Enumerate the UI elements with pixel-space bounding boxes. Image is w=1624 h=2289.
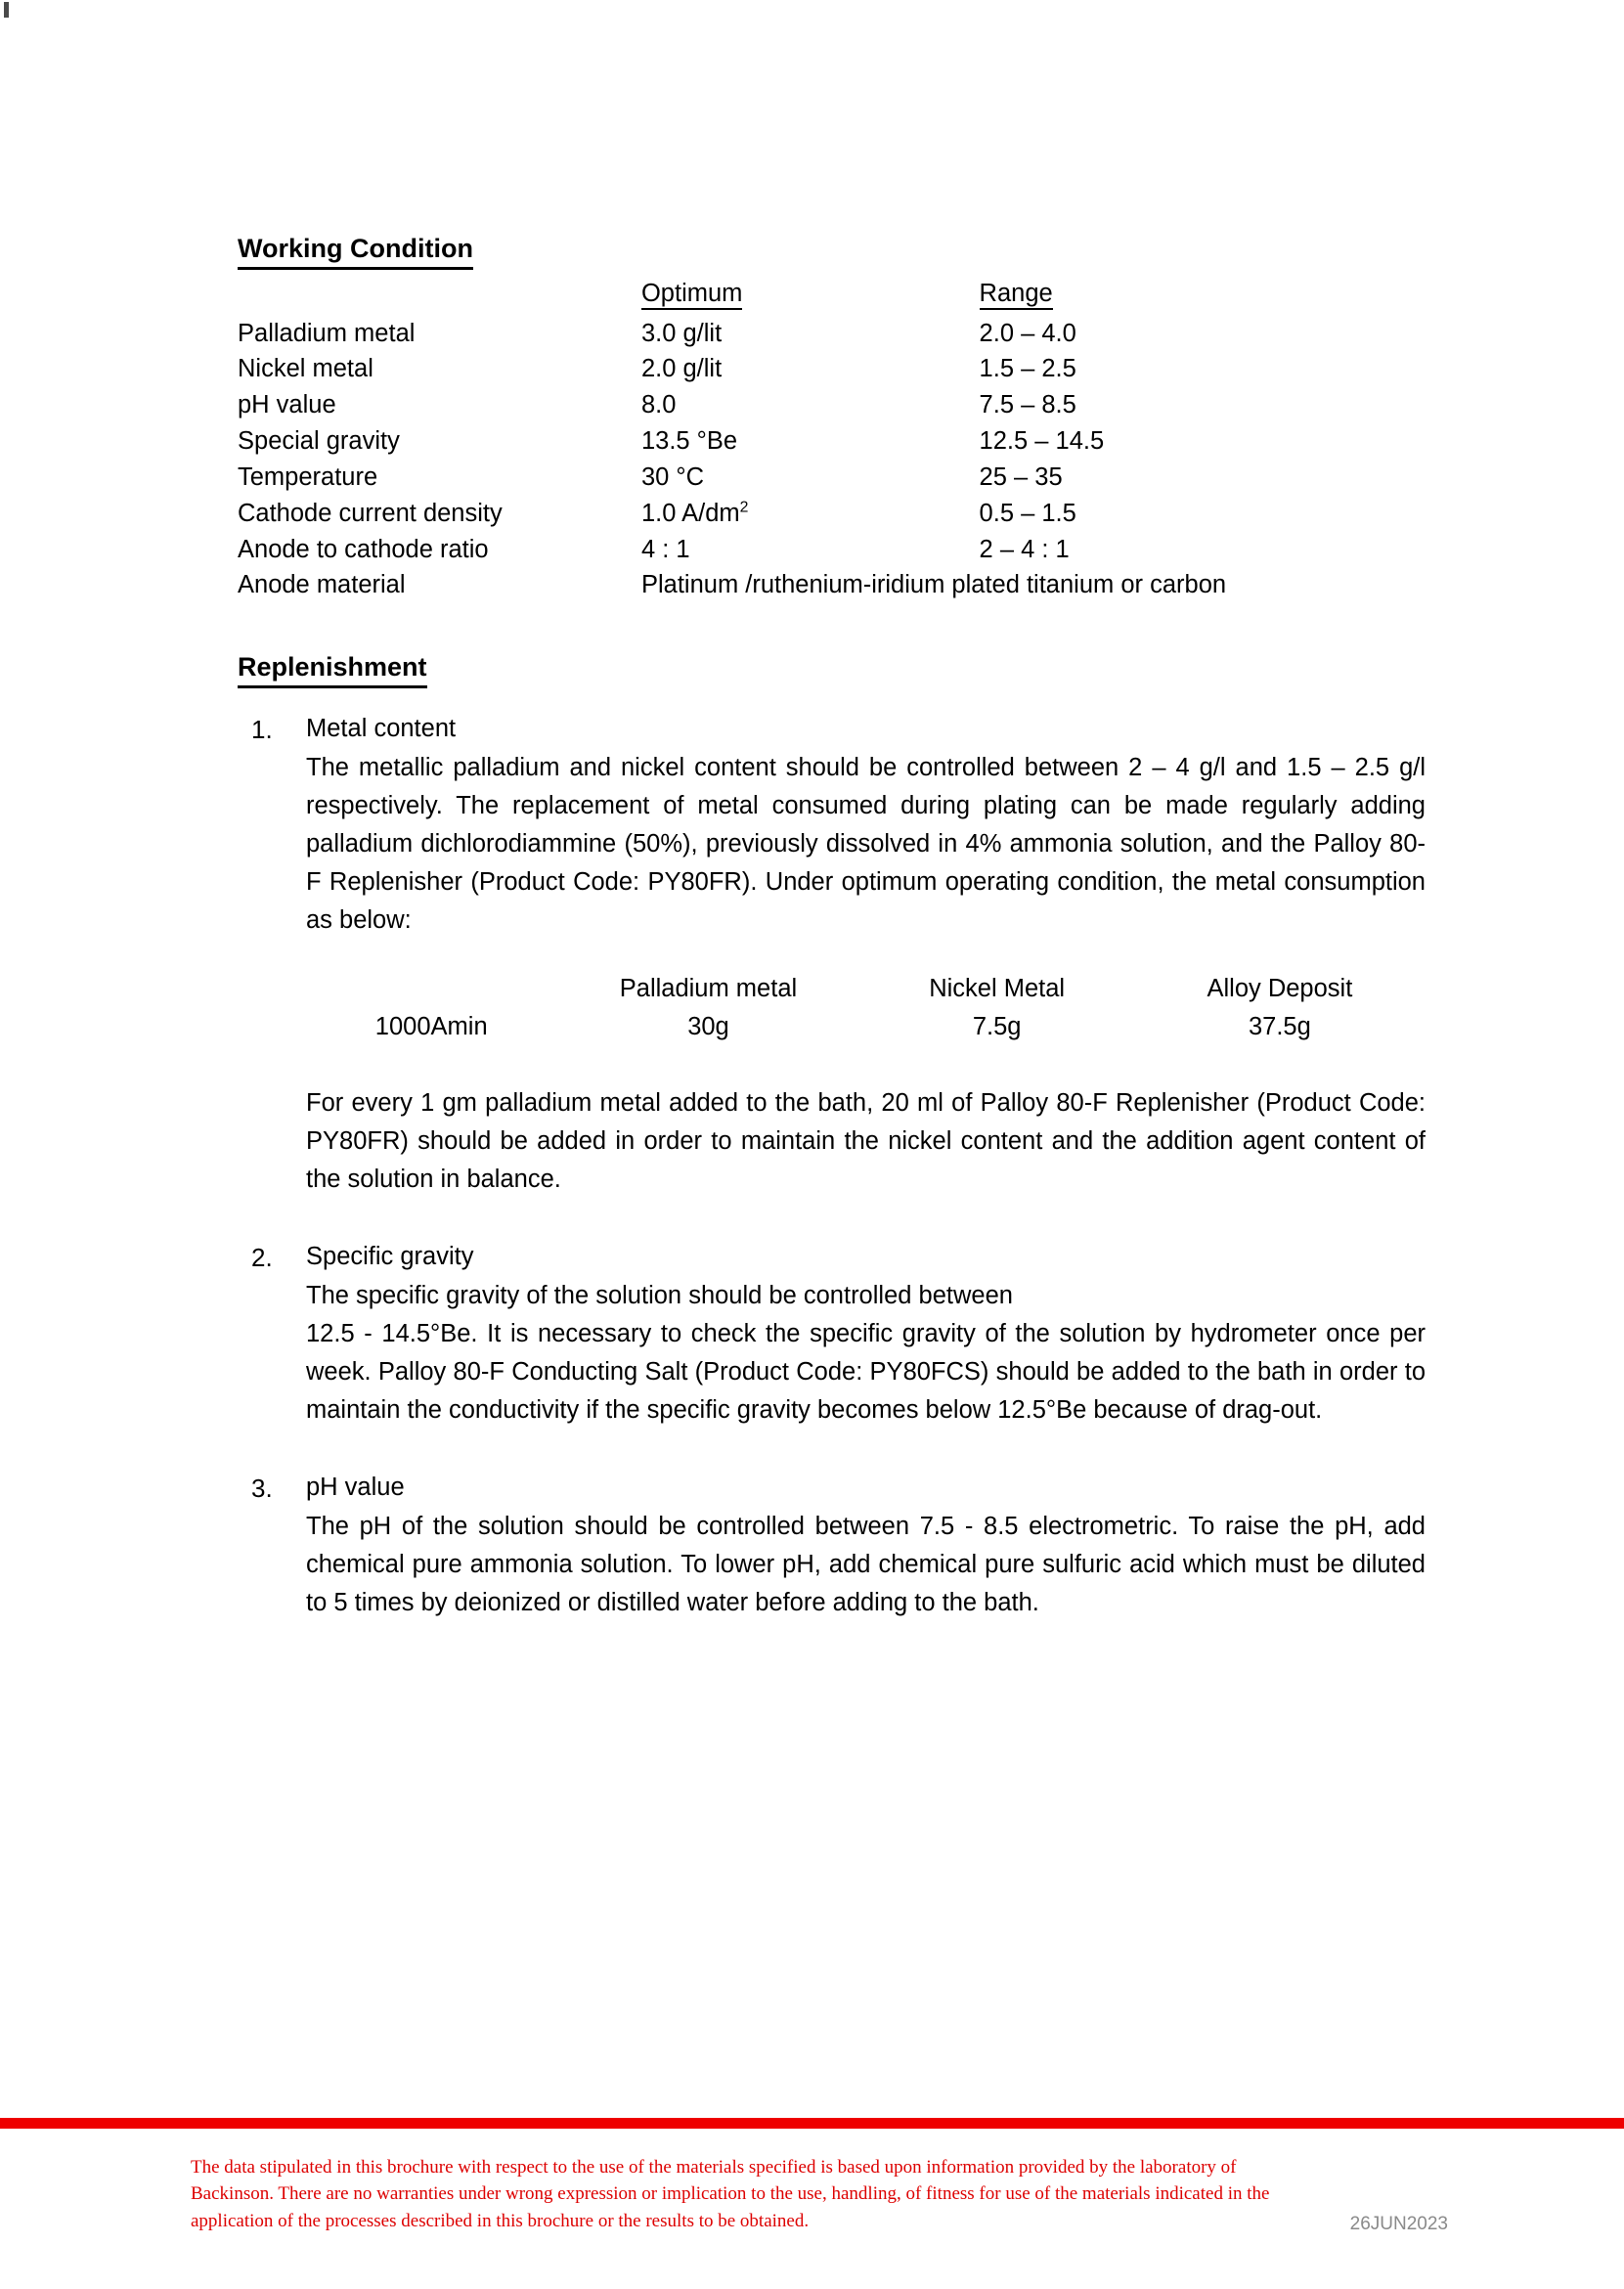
row-optimum bbox=[641, 355, 980, 391]
row-range: 7.5 – 8.5 bbox=[979, 391, 1076, 419]
replenishment-heading-wrap bbox=[238, 651, 1426, 688]
table-row bbox=[238, 391, 1426, 427]
row-label: Nickel metal bbox=[238, 355, 373, 383]
column-header-palladium-metal: Palladium metal bbox=[619, 974, 798, 1002]
row-optimum-value: 13.5 °Be bbox=[640, 427, 738, 456]
table-row-anode-material bbox=[238, 571, 1426, 607]
row-optimum-value: 8.0 bbox=[640, 391, 677, 419]
row-optimum-superscript: 2 bbox=[739, 499, 749, 516]
column-header-range-label: Range bbox=[980, 280, 1053, 310]
row-range: 1.5 – 2.5 bbox=[979, 355, 1076, 383]
list-item-title: Specific gravity bbox=[306, 1243, 474, 1271]
row-optimum bbox=[641, 463, 980, 500]
footer-disclaimer-line-3: application of the processes described in this brochure or the results to be obtained. bbox=[191, 2210, 810, 2231]
list-item-paragraph: The pH of the solution should be controlled between 7.5 - 8.5 electrometric. To raise the pH, add chemical pure ammonia solution. To lower pH, add chemical pure sulfuric acid which must be diluted to 5 times by deionized or distilled water before adding to the bath. bbox=[306, 1512, 1426, 1616]
list-item-specific-gravity bbox=[238, 1242, 1426, 1430]
working-condition-table bbox=[238, 280, 1426, 607]
working-condition-heading-wrap bbox=[238, 233, 1426, 270]
table-row bbox=[306, 1011, 1426, 1049]
column-header-optimum bbox=[641, 280, 980, 320]
list-item-title: Metal content bbox=[306, 714, 457, 742]
row-range: 2 – 4 : 1 bbox=[979, 535, 1070, 563]
document-content bbox=[238, 233, 1426, 1665]
metal-consumption-table-head bbox=[306, 973, 1426, 1011]
replenishment-list bbox=[238, 714, 1426, 1622]
column-header-blank bbox=[306, 973, 556, 1011]
cell-palladium-metal: 30g bbox=[687, 1012, 729, 1040]
cell-alloy-deposit: 37.5g bbox=[1248, 1012, 1311, 1040]
metal-consumption-table-body bbox=[306, 1011, 1426, 1049]
row-optimum-value: 4 : 1 bbox=[640, 535, 690, 563]
table-row bbox=[238, 536, 1426, 572]
list-item-metal-content bbox=[238, 714, 1426, 1199]
working-condition-table-body bbox=[238, 320, 1426, 608]
row-range: 25 – 35 bbox=[979, 462, 1063, 491]
row-optimum bbox=[641, 391, 980, 427]
row-anode-material-value: Platinum /ruthenium-iridium plated titanium or carbon bbox=[640, 571, 1227, 599]
row-optimum bbox=[641, 427, 980, 463]
row-range: 12.5 – 14.5 bbox=[979, 427, 1105, 456]
table-header-row bbox=[238, 280, 1426, 320]
row-optimum-value: 3.0 g/lit bbox=[640, 319, 723, 347]
column-header-alloy-deposit: Alloy Deposit bbox=[1207, 974, 1353, 1002]
footer-red-rule bbox=[0, 2118, 1624, 2129]
page-corner-mark bbox=[4, 2, 9, 18]
table-row bbox=[238, 500, 1426, 536]
row-range: 0.5 – 1.5 bbox=[979, 499, 1076, 527]
list-item-paragraph: The metallic palladium and nickel content should be controlled between 2 – 4 g/l and 1.5 – 2.5 g/l respectively. The replacement of metal consumed during plating can be made regularly adding palladium dichlorodiammine (50%), previously dissolved in 4% ammonia solution, and the Palloy 80-F Replenisher (Product Code: PY80FR). Under optimum operating condition, the metal consumption as below: bbox=[306, 753, 1426, 934]
table-header-row bbox=[306, 973, 1426, 1011]
row-optimum bbox=[641, 320, 980, 356]
row-optimum-value: 2.0 g/lit bbox=[640, 355, 723, 383]
footer-date-stamp: 26JUN2023 bbox=[1349, 2214, 1448, 2235]
list-item-ph-value bbox=[238, 1473, 1426, 1622]
replenishment-heading: Replenishment bbox=[238, 651, 427, 688]
column-header-blank bbox=[238, 280, 641, 320]
row-label: Anode to cathode ratio bbox=[238, 535, 489, 563]
row-range: 2.0 – 4.0 bbox=[979, 319, 1076, 347]
row-label-1000amin: 1000Amin bbox=[374, 1012, 488, 1040]
working-condition-table-head bbox=[238, 280, 1426, 320]
column-header-optimum-label: Optimum bbox=[641, 280, 742, 310]
row-label: Palladium metal bbox=[238, 319, 416, 347]
column-header-nickel-metal: Nickel Metal bbox=[929, 974, 1066, 1002]
metal-consumption-table bbox=[306, 973, 1426, 1049]
table-row bbox=[238, 463, 1426, 500]
cell-nickel-metal: 7.5g bbox=[972, 1012, 1022, 1040]
working-condition-heading: Working Condition bbox=[238, 233, 473, 270]
row-label: Special gravity bbox=[238, 427, 400, 456]
table-row bbox=[238, 427, 1426, 463]
table-row bbox=[238, 355, 1426, 391]
list-item-paragraph-rest: 12.5 - 14.5°Be. It is necessary to check the specific gravity of the solution by hydrometer once per week. Palloy 80-F Conducting Salt (Product Code: PY80FCS) should be added to the bath in order to maintain the conductivity if the specific gravity becomes below 12.5°Be because of drag-out. bbox=[306, 1319, 1426, 1424]
list-item-paragraph-line1: The specific gravity of the solution should be controlled between bbox=[306, 1281, 1013, 1309]
list-item-title: pH value bbox=[306, 1473, 405, 1501]
footer-disclaimer-line-2: Backinson. There are no warranties under wrong expression or implication to the use, handling, of fitness for use of the materials indicated in the bbox=[191, 2183, 1270, 2205]
row-label: Anode material bbox=[238, 571, 406, 599]
row-optimum-value: 30 °C bbox=[640, 462, 705, 491]
row-optimum bbox=[641, 500, 980, 536]
row-label: Temperature bbox=[238, 462, 378, 491]
list-item-paragraph-2: For every 1 gm palladium metal added to the bath, 20 ml of Palloy 80-F Replenisher (Product Code: PY80FR) should be added in order to maintain the nickel content and the addition agent content of the solution in balance. bbox=[306, 1089, 1426, 1194]
page-footer bbox=[0, 2118, 1624, 2234]
row-label: Cathode current density bbox=[238, 499, 503, 527]
column-header-range bbox=[980, 280, 1426, 320]
footer-disclaimer-line-1: The data stipulated in this brochure with respect to the use of the materials specified is based upon information provided by the laboratory of bbox=[191, 2157, 1237, 2178]
row-optimum bbox=[641, 536, 980, 572]
footer-content bbox=[0, 2129, 1624, 2234]
table-row bbox=[238, 320, 1426, 356]
row-label: pH value bbox=[238, 391, 336, 419]
row-optimum-value: 1.0 A/dm bbox=[640, 499, 740, 527]
